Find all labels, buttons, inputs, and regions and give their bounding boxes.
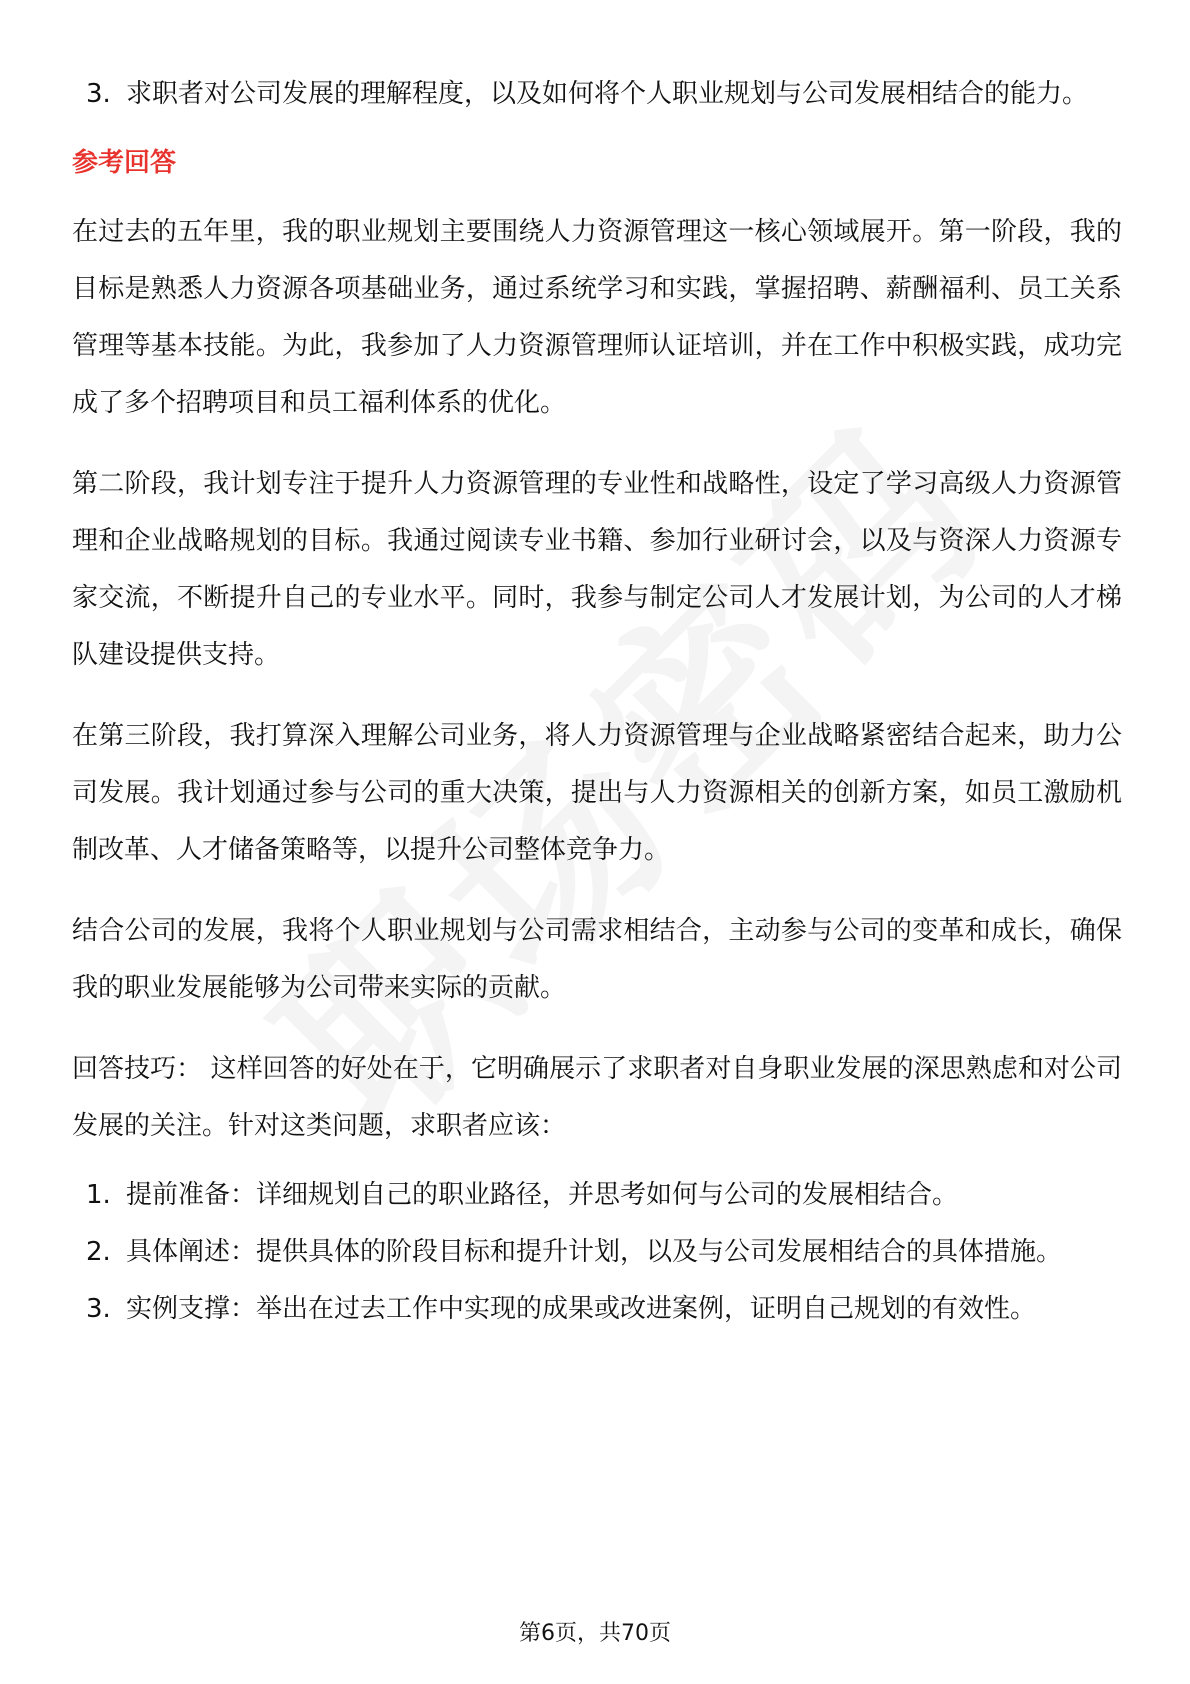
page-footer: 第6页，共70页 [519, 1621, 671, 1646]
document-body [72, 66, 1122, 1338]
list-item-number: 3. [86, 79, 111, 109]
list-item-text: 求职者对公司发展的理解程度，以及如何将个人职业规划与公司发展相结合的能力。 [126, 79, 1089, 109]
list-item-number: 2. [86, 1237, 111, 1267]
list-item [72, 1167, 1122, 1224]
list-item-text: 实例支撑：举出在过去工作中实现的成果或改进案例，证明自己规划的有效性。 [126, 1294, 1037, 1324]
question-points-list [72, 66, 1122, 123]
list-item-text: 提前准备：详细规划自己的职业路径，并思考如何与公司的发展相结合。 [126, 1180, 959, 1210]
tips-list [72, 1167, 1122, 1338]
answer-paragraph-2: 第二阶段，我计划专注于提升人力资源管理的专业性和战略性，设定了学习高级人力资源管理和企业战略规划的目标。我通过阅读专业书籍、参加行业研讨会，以及与资深人力资源专家交流，不断提升自己的专业水平。同时，我参与制定公司人才发展计划，为公司的人才梯队建设提供支持。 [72, 469, 1122, 670]
answer-paragraph-4: 结合公司的发展，我将个人职业规划与公司需求相结合，主动参与公司的变革和成长，确保我的职业发展能够为公司带来实际的贡献。 [72, 916, 1122, 1003]
list-item [72, 1281, 1122, 1338]
list-item [72, 66, 1122, 123]
answer-paragraph-3: 在第三阶段，我打算深入理解公司业务，将人力资源管理与企业战略紧密结合起来，助力公司发展。我计划通过参与公司的重大决策，提出与人力资源相关的创新方案，如员工激励机制改革、人才储备策略等，以提升公司整体竞争力。 [72, 721, 1122, 865]
list-item-text: 具体阐述：提供具体的阶段目标和提升计划，以及与公司发展相结合的具体措施。 [126, 1237, 1063, 1267]
list-item [72, 1224, 1122, 1281]
section-title: 参考回答 [72, 148, 177, 178]
list-item-number: 1. [86, 1180, 111, 1210]
answer-tips-intro: 回答技巧： 这样回答的好处在于，它明确展示了求职者对自身职业发展的深思熟虑和对公司发展的关注。针对这类问题，求职者应该： [72, 1054, 1122, 1141]
list-item-number: 3. [86, 1294, 111, 1324]
answer-paragraph-1: 在过去的五年里，我的职业规划主要围绕人力资源管理这一核心领域展开。第一阶段，我的目标是熟悉人力资源各项基础业务，通过系统学习和实践，掌握招聘、薪酬福利、员工关系管理等基本技能。为此，我参加了人力资源管理师认证培训，并在工作中积极实践，成功完成了多个招聘项目和员工福利体系的优化。 [72, 217, 1122, 418]
